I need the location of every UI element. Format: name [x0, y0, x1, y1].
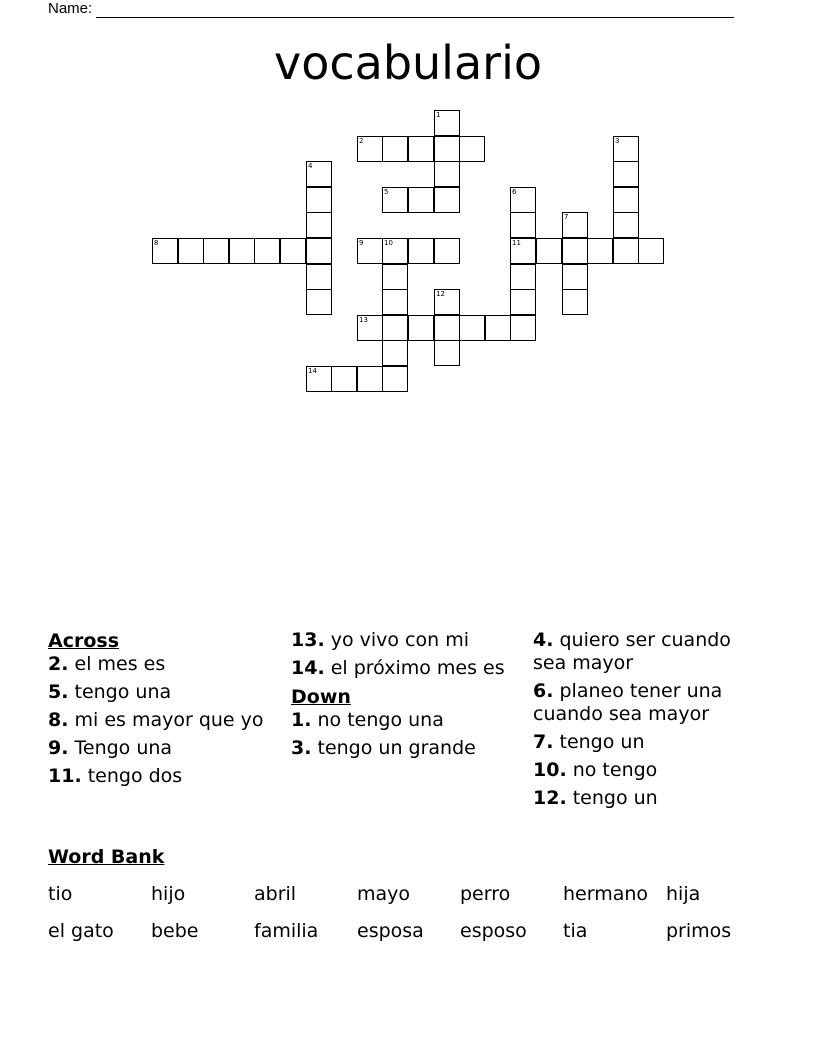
crossword-cell[interactable]	[510, 187, 536, 213]
word-bank-word: esposo	[460, 920, 527, 942]
down-heading: Down	[291, 686, 351, 708]
crossword-grid	[0, 0, 816, 420]
crossword-cell[interactable]	[434, 340, 460, 366]
clue-number: 3	[615, 137, 620, 145]
clue-down-7: 7. tengo un	[533, 731, 645, 753]
word-bank-word: hija	[666, 883, 701, 905]
crossword-cell[interactable]	[562, 238, 588, 264]
crossword-cell[interactable]	[434, 161, 460, 187]
clue-number: 14	[308, 367, 317, 375]
crossword-cell[interactable]	[408, 136, 434, 162]
crossword-cell[interactable]	[434, 187, 460, 213]
crossword-cell[interactable]	[331, 366, 357, 392]
clue-across-14: 14. el próximo mes es	[291, 657, 505, 679]
clue-number: 1	[436, 111, 441, 119]
crossword-cell[interactable]	[562, 264, 588, 290]
word-bank-row	[48, 883, 778, 920]
word-bank-row	[48, 920, 778, 957]
crossword-cell[interactable]	[306, 212, 332, 238]
crossword-cell[interactable]	[382, 289, 408, 315]
clues-column-1	[48, 629, 278, 793]
clue-across-5: 5. tengo una	[48, 681, 172, 703]
word-bank-word: tio	[48, 883, 73, 905]
clue-number: 5	[384, 188, 389, 196]
page-title: vocabulario	[273, 36, 542, 90]
crossword-cell[interactable]	[357, 136, 383, 162]
crossword-cell[interactable]	[408, 187, 434, 213]
clue-number: 8	[154, 239, 159, 247]
clue-number: 6	[512, 188, 517, 196]
crossword-cell[interactable]	[382, 187, 408, 213]
word-bank-word: el gato	[48, 920, 114, 942]
clue-number: 2	[359, 137, 364, 145]
clue-number: 13	[359, 316, 368, 324]
crossword-cell[interactable]	[382, 366, 408, 392]
crossword-cell[interactable]	[280, 238, 306, 264]
word-bank-word: hijo	[151, 883, 186, 905]
crossword-cell[interactable]	[562, 289, 588, 315]
crossword-cell[interactable]	[613, 136, 639, 162]
crossword-cell[interactable]	[306, 366, 332, 392]
across-heading: Across	[48, 630, 120, 652]
word-bank-word: primos	[666, 920, 732, 942]
crossword-cell[interactable]	[613, 212, 639, 238]
clue-across-13: 13. yo vivo con mi	[291, 629, 469, 651]
crossword-cell[interactable]	[434, 289, 460, 315]
crossword-cell[interactable]	[434, 136, 460, 162]
crossword-cell[interactable]	[459, 315, 485, 341]
clue-number: 11	[512, 239, 521, 247]
clues-column-3	[533, 629, 763, 815]
clue-down-4: 4. quiero ser cuando sea mayor	[533, 629, 731, 674]
crossword-cell[interactable]	[382, 315, 408, 341]
crossword-cell[interactable]	[536, 238, 562, 264]
clue-across-2: 2. el mes es	[48, 653, 166, 675]
clue-down-10: 10. no tengo	[533, 759, 658, 781]
crossword-cell[interactable]	[510, 264, 536, 290]
clue-down-3: 3. tengo un grande	[291, 737, 476, 759]
crossword-cell[interactable]	[178, 238, 204, 264]
crossword-cell[interactable]	[613, 238, 639, 264]
crossword-cell[interactable]	[306, 238, 332, 264]
clues-column-2	[291, 629, 511, 765]
clue-across-9: 9. Tengo una	[48, 737, 173, 759]
crossword-cell[interactable]	[510, 289, 536, 315]
word-bank-word: esposa	[357, 920, 424, 942]
clue-number: 12	[436, 290, 445, 298]
clue-down-12: 12. tengo un	[533, 787, 658, 809]
word-bank-word: familia	[254, 920, 319, 942]
crossword-cell[interactable]	[638, 238, 664, 264]
word-bank	[48, 883, 778, 957]
crossword-cell[interactable]	[485, 315, 511, 341]
crossword-cell[interactable]	[434, 110, 460, 136]
crossword-cell[interactable]	[613, 187, 639, 213]
crossword-cell[interactable]	[510, 212, 536, 238]
clue-number: 7	[564, 213, 569, 221]
clue-across-11: 11. tengo dos	[48, 765, 183, 787]
crossword-cell[interactable]	[152, 238, 178, 264]
word-bank-word: mayo	[357, 883, 411, 905]
word-bank-word: bebe	[151, 920, 199, 942]
crossword-cell[interactable]	[408, 315, 434, 341]
crossword-cell[interactable]	[306, 289, 332, 315]
crossword-cell[interactable]	[357, 315, 383, 341]
crossword-cell[interactable]	[357, 238, 383, 264]
name-label: Name:	[48, 0, 93, 17]
crossword-cell[interactable]	[203, 238, 229, 264]
clue-down-1: 1. no tengo una	[291, 709, 444, 731]
word-bank-word: tia	[563, 920, 588, 942]
word-bank-word: hermano	[563, 883, 649, 905]
crossword-cell[interactable]	[613, 161, 639, 187]
clue-number: 9	[359, 239, 364, 247]
word-bank-word: perro	[460, 883, 511, 905]
crossword-cell[interactable]	[587, 238, 613, 264]
clue-number: 4	[308, 162, 313, 170]
crossword-cell[interactable]	[254, 238, 280, 264]
crossword-cell[interactable]	[357, 366, 383, 392]
crossword-cell[interactable]	[434, 238, 460, 264]
crossword-cell[interactable]	[306, 161, 332, 187]
crossword-cell[interactable]	[562, 212, 588, 238]
crossword-cell[interactable]	[382, 136, 408, 162]
crossword-cell[interactable]	[434, 315, 460, 341]
crossword-cell[interactable]	[382, 238, 408, 264]
crossword-cell[interactable]	[306, 264, 332, 290]
crossword-cell[interactable]	[229, 238, 255, 264]
clue-number: 10	[384, 239, 393, 247]
word-bank-heading: Word Bank	[48, 846, 165, 868]
word-bank-word: abril	[254, 883, 297, 905]
crossword-cell[interactable]	[510, 315, 536, 341]
crossword-cell[interactable]	[382, 340, 408, 366]
clue-across-8: 8. mi es mayor que yo	[48, 709, 264, 731]
crossword-cell[interactable]	[408, 238, 434, 264]
crossword-cell[interactable]	[382, 264, 408, 290]
crossword-cell[interactable]	[510, 238, 536, 264]
crossword-cell[interactable]	[459, 136, 485, 162]
clue-down-6: 6. planeo tener una cuando sea mayor	[533, 680, 723, 725]
crossword-cell[interactable]	[306, 187, 332, 213]
